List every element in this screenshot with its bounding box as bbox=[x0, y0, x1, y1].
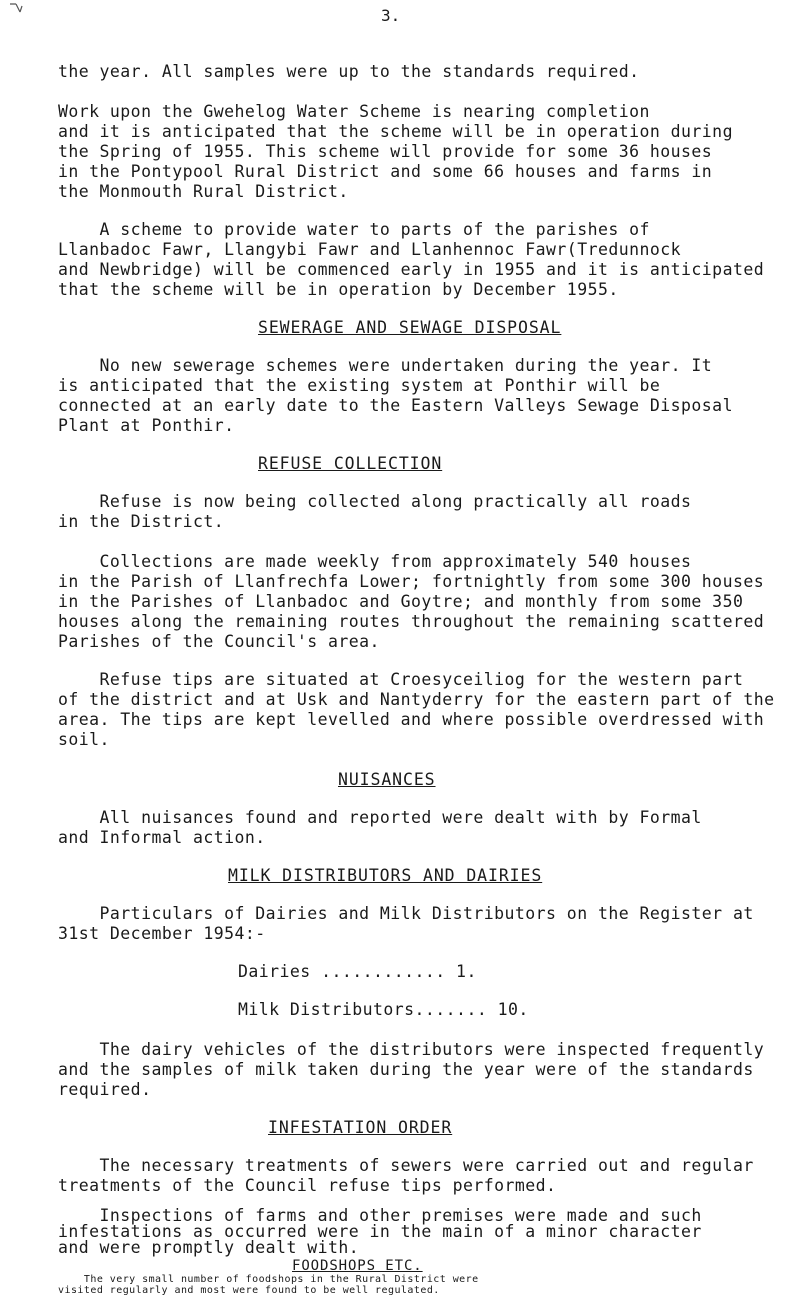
milk-para2-line: The dairy vehicles of the distributors were inspected frequently bbox=[58, 1040, 765, 1059]
refuse-para3-line: area. The tips are kept levelled and where possible overdressed with bbox=[58, 710, 765, 729]
refuse-para1-line: Refuse is now being collected along practically all roads bbox=[58, 492, 692, 511]
refuse-para1-line: in the District. bbox=[58, 512, 225, 531]
sewerage-para-line: is anticipated that the existing system at Ponthir will be bbox=[58, 376, 661, 395]
refuse-para2-line: Collections are made weekly from approximately 540 houses bbox=[58, 552, 692, 571]
infestation-para2-line: infestations as occurred were in the main of a minor character bbox=[58, 1222, 702, 1241]
sewerage-para-line: No new sewerage schemes were undertaken during the year. It bbox=[58, 356, 713, 375]
foodshops-heading: FOODSHOPS ETC. bbox=[292, 1258, 423, 1274]
infestation-heading: INFESTATION ORDER bbox=[268, 1118, 453, 1137]
nuisances-para-line: All nuisances found and reported were dealt with by Formal bbox=[58, 808, 702, 827]
milk-para2-line: required. bbox=[58, 1080, 152, 1099]
sewerage-para-line: connected at an early date to the Eastern Valleys Sewage Disposal bbox=[58, 396, 733, 415]
milk-heading: MILK DISTRIBUTORS AND DAIRIES bbox=[228, 866, 543, 885]
nuisances-heading: NUISANCES bbox=[338, 770, 436, 789]
nuisances-para-line: and Informal action. bbox=[58, 828, 266, 847]
intro-line: the year. All samples were up to the standards required. bbox=[58, 62, 640, 81]
refuse-para2-line: houses along the remaining routes throughout the remaining scattered bbox=[58, 612, 765, 631]
refuse-para2-line: in the Parishes of Llanbadoc and Goytre; and monthly from some 350 bbox=[58, 592, 744, 611]
page-number: 3. bbox=[381, 6, 401, 25]
foodshops-para-line: visited regularly and most were found to be well regulated. bbox=[58, 1285, 440, 1296]
refuse-para2-line: in the Parish of Llanfrechfa Lower; fortnightly from some 300 houses bbox=[58, 572, 765, 591]
infestation-para2-line: and were promptly dealt with. bbox=[58, 1238, 360, 1257]
milk-para2-line: and the samples of milk taken during the year were of the standards bbox=[58, 1060, 754, 1079]
refuse-para3-line: soil. bbox=[58, 730, 110, 749]
sewerage-para-line: Plant at Ponthir. bbox=[58, 416, 235, 435]
water-para2-line: Llanbadoc Fawr, Llangybi Fawr and Llanhennoc Fawr(Tredunnock bbox=[58, 240, 682, 259]
water-para2-line: and Newbridge) will be commenced early in 1955 and it is anticipated bbox=[58, 260, 765, 279]
sewerage-heading: SEWERAGE AND SEWAGE DISPOSAL bbox=[258, 318, 562, 337]
corner-scan-mark bbox=[8, 2, 36, 20]
water-para2-line: that the scheme will be in operation by December 1955. bbox=[58, 280, 619, 299]
refuse-heading: REFUSE COLLECTION bbox=[258, 454, 443, 473]
water-para1-line: the Spring of 1955. This scheme will provide for some 36 houses bbox=[58, 142, 713, 161]
milk-distributors-count: Milk Distributors....... 10. bbox=[238, 1000, 529, 1019]
water-para1-line: Work upon the Gwehelog Water Scheme is nearing completion bbox=[58, 102, 650, 121]
infestation-para1-line: The necessary treatments of sewers were carried out and regular bbox=[58, 1156, 754, 1175]
water-para1-line: and it is anticipated that the scheme will be in operation during bbox=[58, 122, 733, 141]
dairies-count: Dairies ............ 1. bbox=[238, 962, 477, 981]
foodshops-para-line: The very small number of foodshops in the Rural District were bbox=[58, 1274, 479, 1285]
refuse-para3-line: of the district and at Usk and Nantyderry for the eastern part of the bbox=[58, 690, 775, 709]
refuse-para2-line: Parishes of the Council's area. bbox=[58, 632, 380, 651]
water-para2-line: A scheme to provide water to parts of the parishes of bbox=[58, 220, 650, 239]
water-para1-line: the Monmouth Rural District. bbox=[58, 182, 349, 201]
milk-para1-line: 31st December 1954:- bbox=[58, 924, 266, 943]
infestation-para1-line: treatments of the Council refuse tips performed. bbox=[58, 1176, 557, 1195]
refuse-para3-line: Refuse tips are situated at Croesyceiliog for the western part bbox=[58, 670, 744, 689]
water-para1-line: in the Pontypool Rural District and some 66 houses and farms in bbox=[58, 162, 713, 181]
infestation-para2-line: Inspections of farms and other premises were made and such bbox=[58, 1206, 702, 1225]
milk-para1-line: Particulars of Dairies and Milk Distributors on the Register at bbox=[58, 904, 754, 923]
